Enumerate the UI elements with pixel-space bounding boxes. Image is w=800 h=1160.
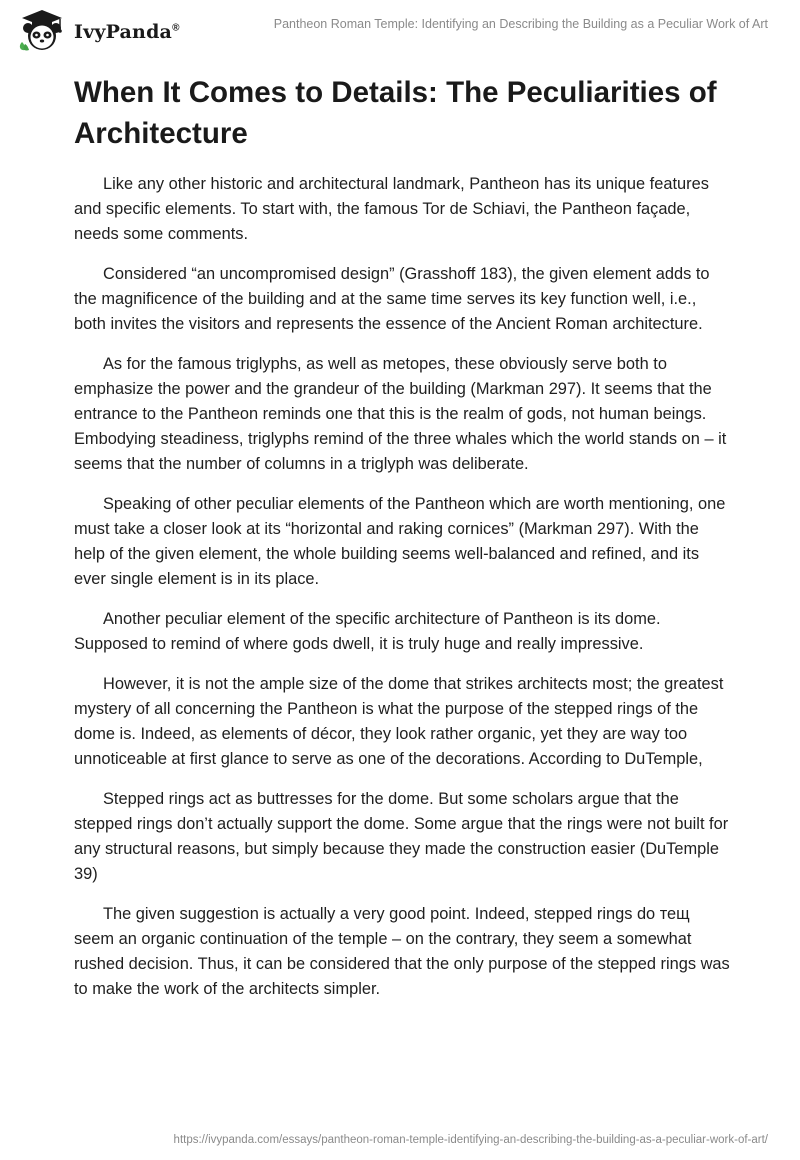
paragraph: Another peculiar element of the specific architecture of Pantheon is its dome. Supposed to remind of where gods dwell, it is truly huge and really impressive.: [74, 610, 661, 653]
document-title: Pantheon Roman Temple: Identifying an Describing the Building as a Peculiar Work of Art: [273, 17, 768, 31]
brand-logo[interactable]: [16, 8, 180, 52]
article-heading: When It Comes to Details: The Peculiarities of Architecture: [74, 76, 717, 150]
panda-graduate-icon: [16, 8, 68, 52]
article-body: [74, 172, 730, 1017]
source-url[interactable]: https://ivypanda.com/essays/pantheon-roman-temple-identifying-an-describing-the-building-as-a-peculiar-work-of-art/: [173, 1134, 768, 1146]
brand-name: [74, 21, 180, 43]
block-quote: Stepped rings act as buttresses for the dome. But some scholars argue that the stepped rings don’t actually support the dome. Some argue that the rings were not built for any structural reasons, but simply because they made the construction easier (DuTemple 39): [74, 790, 729, 883]
paragraph: Like any other historic and architectural landmark, Pantheon has its unique features and specific elements. To start with, the famous Tor de Schiavi, the Pantheon façade, needs some comments.: [74, 175, 709, 243]
paragraph: As for the famous triglyphs, as well as metopes, these obviously serve both to emphasize the power and the grandeur of the building (Markman 297). It seems that the entrance to the Pantheon reminds one that this is the realm of gods, not human beings. Embodying steadiness, triglyphs remind of the three whales which the world stands on – it seems that the number of columns in a triglyph was deliberate.: [74, 355, 727, 473]
paragraph: Speaking of other peculiar elements of the Pantheon which are worth mentioning, one must take a closer look at its “horizontal and raking cornices” (Markman 297). With the help of the given element, the whole building seems well-balanced and refined, and its ever single element is in its place.: [74, 495, 726, 588]
page-header: [0, 0, 800, 56]
paragraph: However, it is not the ample size of the dome that strikes architects most; the greatest mystery of all concerning the Pantheon is what the purpose of the stepped rings of the dome is. Indeed, as elements of décor, they look rather organic, yet they are way too unnoticeable at first glance to serve as one of the decorations. According to DuTemple,: [74, 675, 724, 768]
paragraph: Considered “an uncompromised design” (Grasshoff 183), the given element adds to the magnificence of the building and at the same time serves its key function well, i.e., both invites the visitors and represents the essence of the Ancient Roman architecture.: [74, 265, 710, 333]
paragraph: The given suggestion is actually a very good point. Indeed, stepped rings do тещ seem an organic continuation of the temple – on the contrary, they seem a somewhat rushed decision. Thus, it can be considered that the only purpose of the stepped rings was to make the work of the architects simpler.: [74, 905, 730, 998]
registered-mark: ®: [172, 22, 180, 34]
brand-name-text: IvyPanda: [74, 21, 173, 43]
